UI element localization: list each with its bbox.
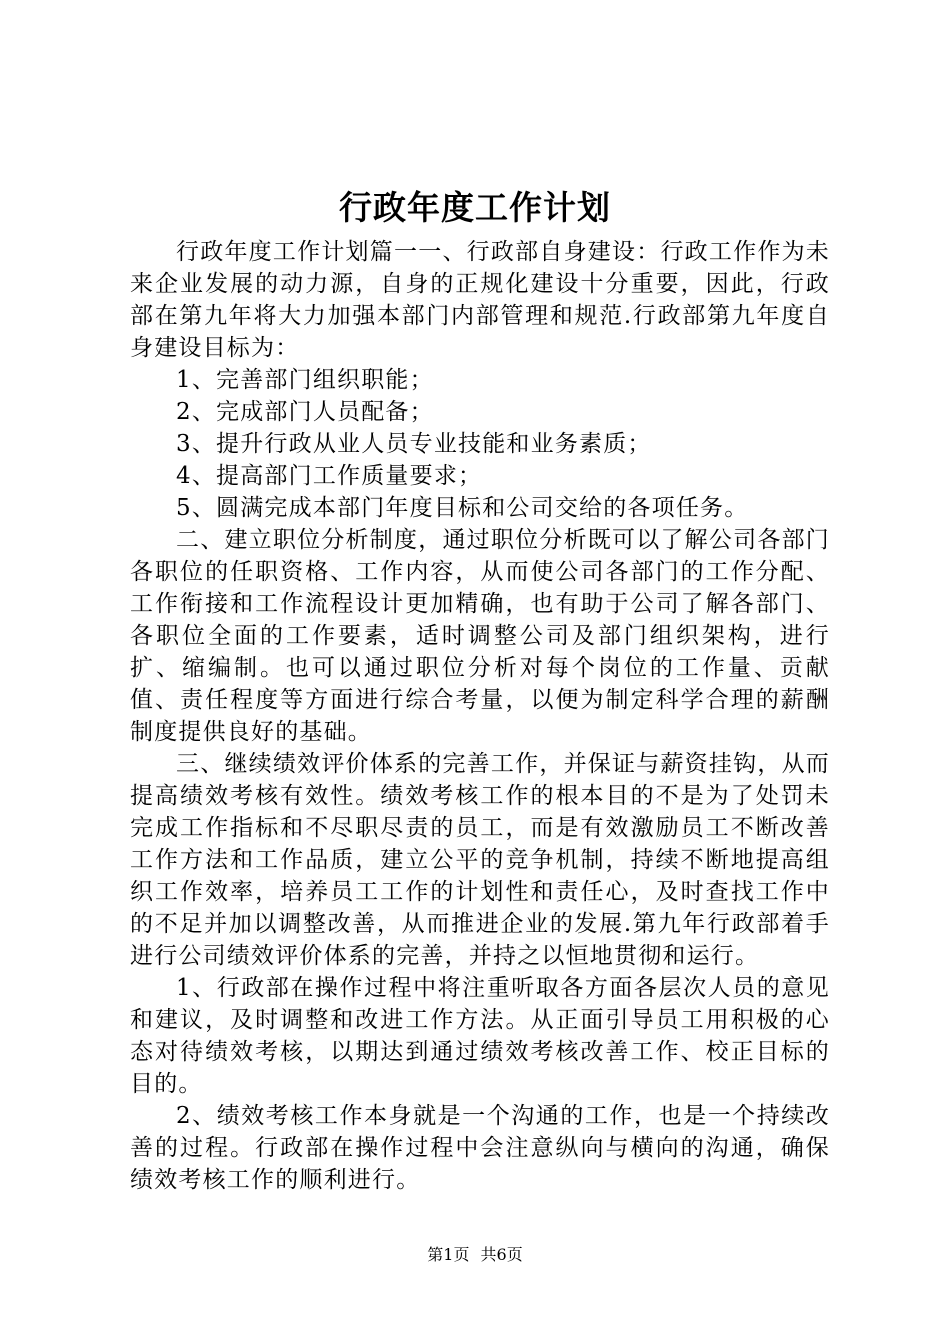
list-item: 5、圆满完成本部门年度目标和公司交给的各项任务。	[176, 495, 749, 521]
document-title: 行政年度工作计划	[339, 188, 611, 227]
list-item: 2、完成部门人员配备；	[176, 399, 434, 425]
paragraph-intro: 行政年度工作计划篇一一、行政部自身建设：行政工作作为未来企业发展的动力源，自身的正规化建设十分重要，因此，行政部在第九年将大力加强本部门内部管理和规范.行政部第九年度自身建设目标为：	[130, 239, 830, 361]
list-item: 3、提升行政从业人员专业技能和业务素质；	[176, 431, 652, 457]
paragraph-point-one: 1、行政部在操作过程中将注重听取各方面各层次人员的意见和建议，及时调整和改进工作方法。从正面引导员工用积极的心态对待绩效考核，以期达到通过绩效考核改善工作、校正目标的目的。	[130, 975, 830, 1097]
paragraph-section-two: 二、建立职位分析制度，通过职位分析既可以了解公司各部门各职位的任职资格、工作内容，从而使公司各部门的工作分配、工作衔接和工作流程设计更加精确，也有助于公司了解各部门、各职位全面的工作要素，适时调整公司及部门组织架构，进行扩、缩编制。也可以通过职位分析对每个岗位的工作量、贡献值、责任程度等方面进行综合考量，以便为制定科学合理的薪酬制度提供良好的基础。	[130, 527, 830, 745]
paragraph-point-two: 2、绩效考核工作本身就是一个沟通的工作，也是一个持续改善的过程。行政部在操作过程中会注意纵向与横向的沟通，确保绩效考核工作的顺利进行。	[130, 1103, 830, 1193]
page-footer	[0, 1244, 950, 1266]
list-item: 1、完善部门组织职能；	[176, 367, 434, 393]
page-total: 共6页	[480, 1245, 523, 1264]
document-body	[130, 236, 830, 1196]
list-item: 4、提高部门工作质量要求；	[176, 463, 483, 489]
paragraph-section-three: 三、继续绩效评价体系的完善工作，并保证与薪资挂钩，从而提高绩效考核有效性。绩效考核工作的根本目的不是为了处罚未完成工作指标和不尽职尽责的员工，而是有效激励员工不断改善工作方法和工作品质，建立公平的竞争机制，持续不断地提高组织工作效率，培养员工工作的计划性和责任心，及时查找工作中的不足并加以调整改善，从而推进企业的发展.第九年行政部着手进行公司绩效评价体系的完善，并持之以恒地贯彻和运行。	[130, 751, 830, 969]
page-number: 第1页	[427, 1245, 470, 1264]
